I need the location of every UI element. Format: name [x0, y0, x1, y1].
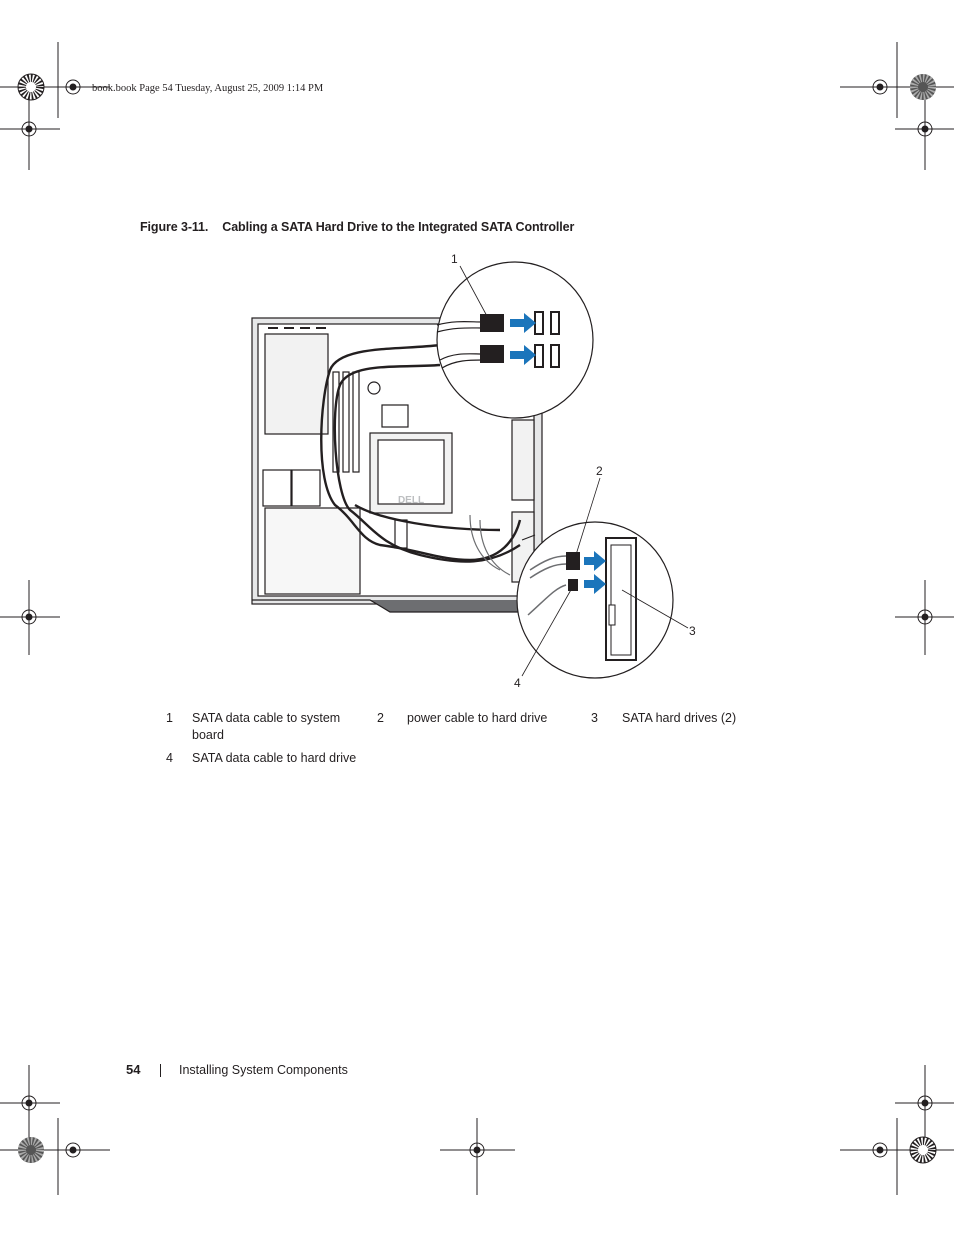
- page-number: 54: [126, 1062, 141, 1077]
- legend-item-2-text: power cable to hard drive: [407, 711, 548, 725]
- legend-item-3-number: 3: [591, 711, 598, 725]
- callout-1: 1: [451, 252, 458, 266]
- legend-item-1-number: 1: [166, 711, 173, 725]
- legend-item-2-number: 2: [377, 711, 384, 725]
- legend-item-4-text: SATA data cable to hard drive: [192, 751, 357, 765]
- figure-number: Figure 3-11.: [140, 220, 209, 234]
- footer-section-title: Installing System Components: [179, 1063, 348, 1077]
- legend-item-4-number: 4: [166, 751, 173, 765]
- callout-3: 3: [689, 624, 696, 638]
- legend-item-1-text-cont: board: [192, 728, 224, 742]
- brand-mark: DELL: [397, 495, 425, 506]
- callout-4: 4: [514, 676, 521, 690]
- footer-divider: [160, 1064, 161, 1077]
- print-header-stamp: book.book Page 54 Tuesday, August 25, 2009 1:14 PM: [92, 83, 324, 94]
- legend-item-1-text: SATA data cable to system: [192, 711, 341, 725]
- legend-item-3-text: SATA hard drives (2): [622, 711, 737, 725]
- callout-2: 2: [596, 464, 603, 478]
- figure-title: Cabling a SATA Hard Drive to the Integrated SATA Controller: [222, 220, 575, 234]
